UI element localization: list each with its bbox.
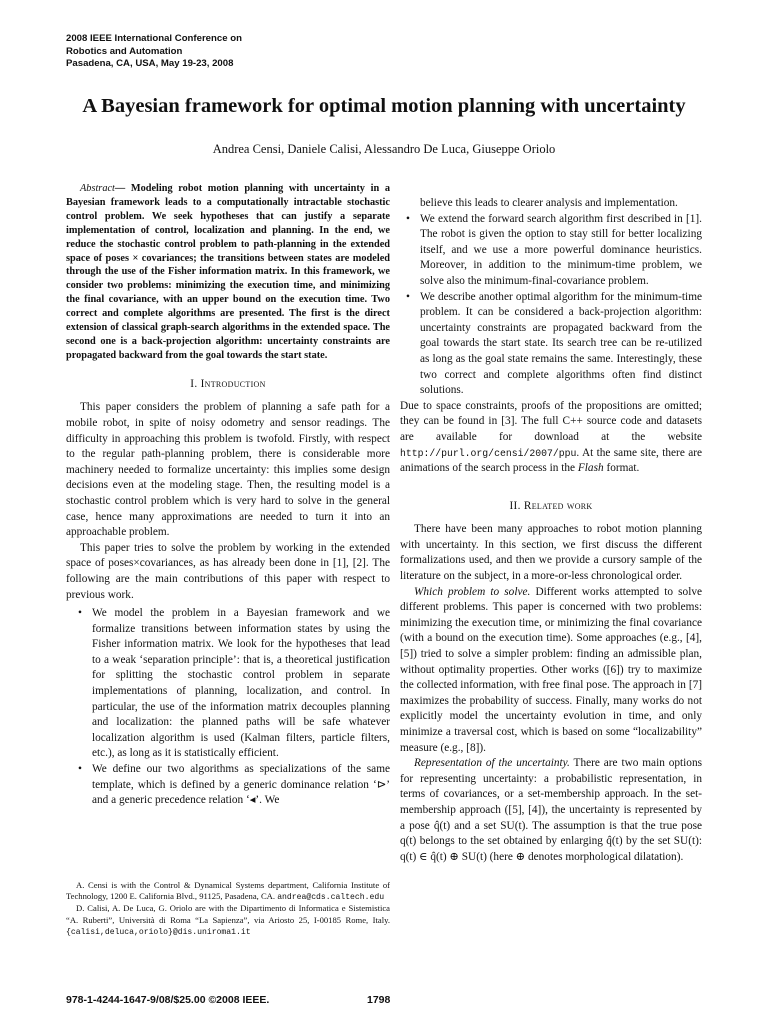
right-column bbox=[400, 196, 702, 865]
list-item: • We extend the forward search algorithm first described in [1]. The robot is given the option to stay still for better localizing itself, and we use a more powerful dominance heuristics. Moreover, in addition to the minimum-time problem, we solve also the minimum-final-covariance problem. bbox=[420, 212, 702, 290]
conference-line: Robotics and Automation bbox=[66, 45, 183, 57]
related-paragraph bbox=[400, 585, 702, 757]
paragraph-text: . At the same site, there are animations of the search process in the bbox=[400, 446, 702, 475]
section-title: Introduction bbox=[200, 377, 266, 390]
copyright-footer: 978-1-4244-1647-9/08/$25.00 ©2008 IEEE. bbox=[66, 994, 270, 1006]
related-paragraph: There have been many approaches to robot motion planning with uncertainty. In this section, we first discuss the different formalizations used, and then we provide a cursory sample of the literature on the subject, in a more-or-less chronological order. bbox=[400, 523, 702, 583]
conference-header bbox=[66, 33, 326, 71]
intro-paragraph: This paper tries to solve the problem by working in the extended space of poses×covariances, as has already been done in [1], [2]. The following are the main contributions of this paper with respect to previous work. bbox=[66, 541, 390, 601]
footnotes bbox=[66, 880, 390, 938]
related-paragraph bbox=[400, 756, 702, 865]
abstract bbox=[66, 182, 390, 363]
section-number: II. bbox=[509, 499, 521, 512]
footnote-others bbox=[66, 903, 390, 938]
conference-line: 2008 IEEE International Conference on bbox=[66, 33, 242, 44]
conference-line: Pasadena, CA, USA, May 19-23, 2008 bbox=[66, 58, 234, 69]
contributions-list bbox=[66, 606, 390, 809]
section-title: Related work bbox=[523, 499, 593, 512]
footnote-email: andrea@cds.caltech.edu bbox=[277, 893, 385, 903]
paragraph-heading: Representation of the uncertainty. bbox=[414, 757, 570, 770]
paper-title: A Bayesian framework for optimal motion planning with uncertainty bbox=[82, 95, 686, 117]
paragraph-heading: Which problem to solve. bbox=[414, 585, 531, 598]
page-number: 1798 bbox=[367, 994, 391, 1006]
left-column bbox=[66, 182, 390, 809]
section-heading-related-work bbox=[400, 499, 702, 515]
footnote-text: A. Censi is with the Control & Dynamical Systems department, California Institute of Technology, 1200 E. California Blvd., 91125, Pasadena, CA. bbox=[66, 880, 390, 902]
flash-word: Flash bbox=[577, 462, 604, 475]
list-item: • We model the problem in a Bayesian framework and we formalize transitions between information states by using the Fisher information matrix. We look for the hypotheses that lead to a weak ‘separation principle’: that is, a theoretical justification for splitting the stochastic control problem in separate implementations of planning, localization, and control. In particular, the use of the information matrix decouples planning and localization: the planned paths will be safe whatever localization algorithm is used (Kalman filters, particle filters, etc.), as long as it is statistically efficient. bbox=[92, 606, 390, 762]
website-url[interactable]: http://purl.org/censi/2007/ppu bbox=[400, 447, 577, 459]
paper-authors: Andrea Censi, Daniele Calisi, Alessandro De Luca, Giuseppe Oriolo bbox=[212, 142, 556, 156]
list-item: • We describe another optimal algorithm for the minimum-time problem. It can be considered a back-projection algorithm: uncertainty constraints are propagated backward from the goal towards the start state. Its search tree can be re-utilized as long as the goal state remains the same. Interestingly, these two correct and complete algorithms often find distinct solutions. bbox=[420, 290, 702, 399]
list-item: • We define our two algorithms as specializations of the same template, which is defined by a generic dominance relation ‘⊳’ and a generic precedence relation ‘◂’. We bbox=[92, 762, 390, 809]
footnote-censi bbox=[66, 880, 390, 903]
section-heading-introduction bbox=[66, 377, 390, 393]
contributions-list-continued bbox=[400, 196, 702, 399]
space-constraints-paragraph bbox=[400, 399, 702, 477]
abstract-text: — Modeling robot motion planning with uncertainty in a Bayesian framework leads to a computationally intractable stochastic control problem. We seek hypotheses that can justify a separate implementation of control, localization and planning. In the end, we reduce the stochastic control problem to path-planning in the extended space of poses × covariances; the transitions between states are modeled through the use of the Fisher information matrix. In this framework, we consider two problems: minimizing the execution time, and minimizing the final covariance, with an upper bound on the execution time. Two correct and complete algorithms are presented. The first is the direct extension of classical graph-search algorithms in the extended space. The second one is a back-projection algorithm: uncertainty constraints are propagated backward from the goal towards the start state. bbox=[66, 183, 390, 361]
footnote-text: D. Calisi, A. De Luca, G. Oriolo are with the Dipartimento di Informatica e Sistemistica “A. Ruberti”, Università di Roma “La Sapienza”, via Ariosto 25, I-00185 Rome, Italy. bbox=[66, 903, 390, 925]
section-number: I. bbox=[190, 377, 198, 390]
paragraph-text: There are two main options for representing uncertainty: a probabilistic representation, in terms of covariances, or a set-membership approach. In the set-membership approach ([5], [4]), the uncertainty is represented by a pose q̂(t) and a set SU(t). The assumption is that the true pose q(t) belongs to the set obtained by enlarging q̂(t) by the set SU(t): q(t) ∈ q̂(t) ⊕ SU(t) (here ⊕ denotes morphological dilatation). bbox=[400, 757, 703, 863]
paragraph-text: format. bbox=[606, 462, 640, 475]
intro-paragraph: This paper considers the problem of planning a safe path for a mobile robot, in spite of noisy odometry and sensor readings. The difficulty in approaching this problem is twofold. Firstly, with respect to the regular path-planning problem, there is considerable more machinery needed to formalize uncertainty: this implies some design decisions even at the modeling stage. Then, the resulting model is a stochastic control problem which is very hard to solve in the general case, hence many approximations are needed to turn it into an approachable problem. bbox=[66, 401, 390, 539]
list-item-continuation: believe this leads to clearer analysis and implementation. bbox=[420, 197, 678, 209]
abstract-lead: Abstract bbox=[80, 183, 115, 194]
paragraph-text: Due to space constraints, proofs of the propositions are omitted; they can be found in [3]. The full C++ source code and datasets are available for download at the website bbox=[400, 399, 702, 443]
paragraph-text: Different works attempted to solve different problems. This paper is concerned with two problems: minimizing the execution time, or minimizing the final covariance (with a bound on the execution time). Some approaches (e.g., [4], [5]) tried to solve a simpler problem: finding an admissible plan, without optimality properties. Other works ([6]) try to maximize the collected information, with free final pose. The approach in [7] maximizes the probability of success. Finally, many works do not explicitly model the uncertainty evolution in time, and only minimize a traversal cost, which is based on some “localizability” measure (e.g., [8]). bbox=[400, 585, 702, 754]
footnote-email: {calisi,deluca,oriolo}@dis.uniroma1.it bbox=[66, 927, 251, 937]
